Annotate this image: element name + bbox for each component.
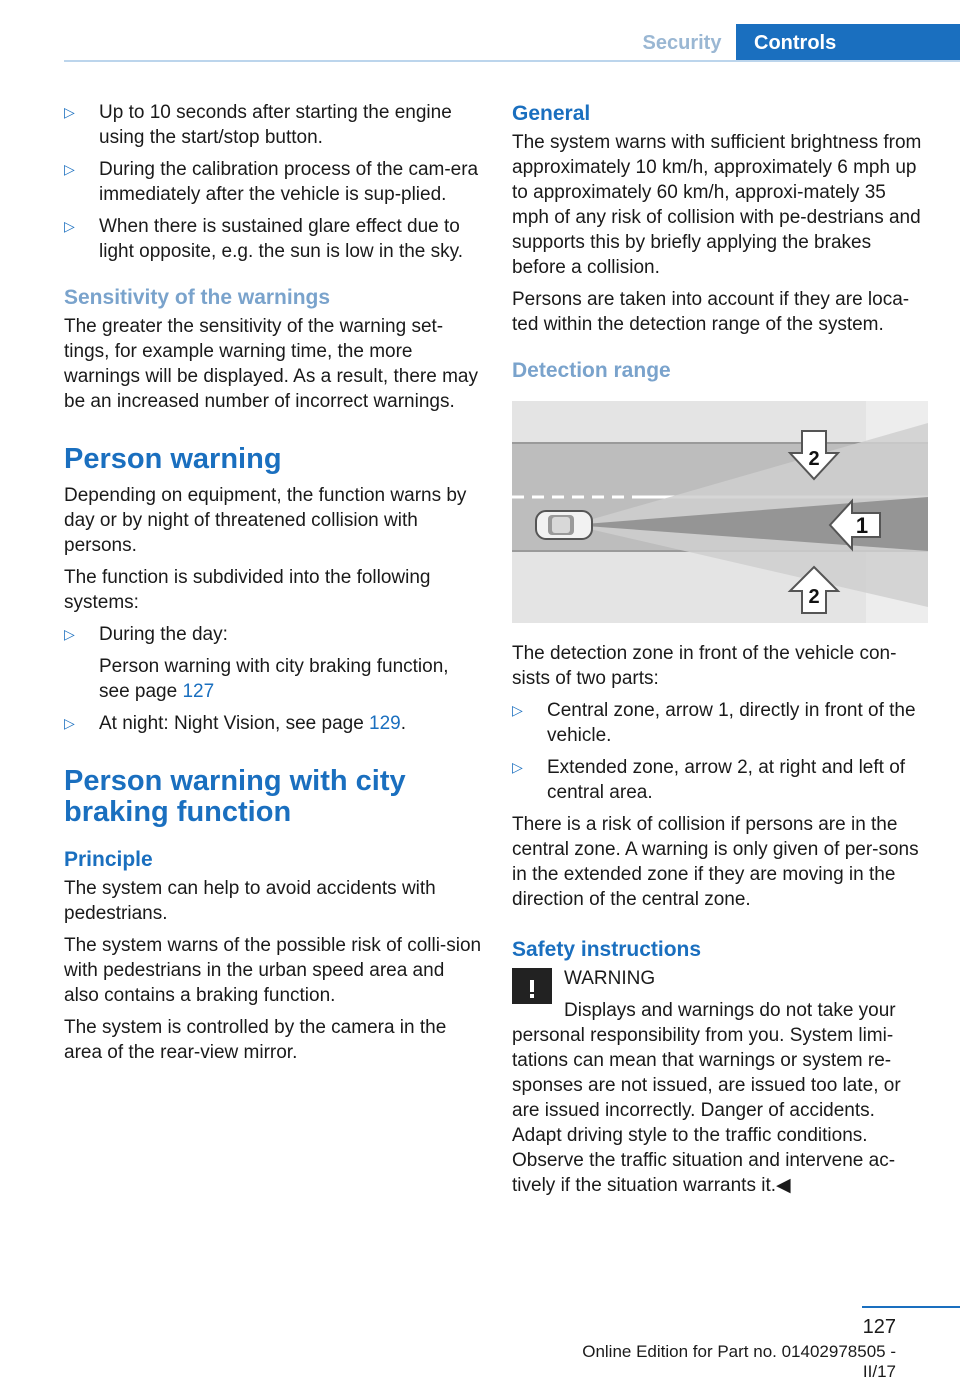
principle-paragraph: The system warns of the possible risk of colli‐sion with pedestrians in the urban speed area and also contains a braking function. (64, 935, 482, 1006)
bullet-triangle-icon: ▷ (64, 104, 75, 120)
detection-paragraph: The detection zone in front of the vehicle con‐sists of two parts: (512, 643, 897, 689)
bullet-triangle-icon: ▷ (512, 759, 523, 775)
page-link-129[interactable]: 129 (369, 713, 401, 734)
sensitivity-heading: Sensitivity of the warnings (64, 286, 331, 309)
list-item-text: Extended zone, arrow 2, at right and left of central area. (547, 757, 906, 803)
list-item-text: During the calibration process of the cam‐era immediately after the vehicle is sup‐plied. (99, 159, 479, 205)
warning-label: WARNING (564, 968, 656, 989)
day-sub-text: Person warning with city braking function, see page (99, 656, 449, 702)
tab-controls[interactable]: Controls (736, 24, 960, 62)
principle-paragraph: The system is controlled by the camera in the area of the rear-view mirror. (64, 1017, 447, 1063)
bullet-triangle-icon: ▷ (64, 218, 75, 234)
page-link-127[interactable]: 127 (182, 681, 215, 702)
edition-note: Online Edition for Part no. 01402978505 - II/17 (582, 1342, 896, 1381)
tab-security[interactable]: Security (642, 32, 722, 54)
list-item (64, 214, 482, 264)
person-warning-paragraph: The function is subdivided into the following systems: (64, 567, 431, 613)
bullet-triangle-icon: ▷ (512, 702, 523, 718)
detection-range-figure (512, 401, 928, 623)
bullet-triangle-icon: ▷ (64, 626, 75, 642)
arrow-2-top-label: 2 (808, 448, 820, 470)
detection-heading: Detection range (512, 359, 671, 382)
list-item (512, 755, 928, 805)
sensitivity-text: The greater the sensitivity of the warning set‐tings, for example warning time, the more warnings will be displayed. As a result, there may be an increased number of incorrect warnings. (64, 316, 478, 412)
bullet-triangle-icon: ▷ (64, 161, 75, 177)
car-icon (536, 511, 592, 539)
detection-range-illustration (512, 401, 928, 623)
principle-heading: Principle (64, 848, 153, 871)
left-column (64, 100, 482, 1072)
person-warning-heading: Person warning (64, 443, 282, 475)
list-item-text: Central zone, arrow 1, directly in front of the vehicle. (547, 700, 916, 746)
general-heading: General (512, 102, 591, 125)
period: . (400, 713, 407, 734)
arrow-2-bottom-label: 2 (808, 586, 820, 608)
list-item-text: When there is sustained glare effect due to light opposite, e.g. the sun is low in the sky. (99, 216, 464, 262)
warning-box (512, 966, 928, 1198)
page-number: 127 (862, 1316, 896, 1338)
arrow-1-label: 1 (855, 513, 869, 538)
page-header (0, 0, 960, 64)
right-column (512, 100, 928, 1205)
person-warning-paragraph: Depending on equipment, the function warns by day or by night of threatened collision with persons. (64, 485, 467, 556)
warning-text: Displays and warnings do not take your personal responsibility from you. System limi‐tations can mean that warnings or system re‐sponses are not issued, are issued too late, or are issued incorrectly. Danger of accidents. Adapt driving style to the traffic conditions. Observe the traffic situation and intervene ac‐tively if the situation warrants it.◀ (512, 1000, 901, 1196)
list-item-text: Up to 10 seconds after starting the engine using the start/stop button. (99, 102, 452, 148)
list-item (64, 157, 482, 207)
warning-triangle-icon (512, 968, 552, 1004)
city-braking-heading: Person warning with city braking function (64, 765, 406, 828)
list-item-text: During the day: (99, 624, 228, 645)
list-item (64, 711, 482, 736)
general-paragraph: Persons are taken into account if they are loca‐ted within the detection range of the system. (512, 289, 910, 335)
list-item-subtext (99, 654, 482, 704)
header-rule (64, 60, 960, 62)
safety-heading: Safety instructions (512, 938, 702, 961)
list-item (64, 622, 482, 704)
detection-paragraph: There is a risk of collision if persons are in the central zone. A warning is only given of per‐sons in the extended zone if they are moving in the direction of the central zone. (512, 814, 919, 910)
principle-paragraph: The system can help to avoid accidents with pedestrians. (64, 878, 436, 924)
list-item (512, 698, 928, 748)
general-paragraph: The system warns with sufficient brightness from approximately 10 km/h, approximately 6 mph up to approximately 60 km/h, approxi‐mately 35 mph of any risk of collision with pe‐destrians and supports this by briefly applying the brakes before a collision. (512, 132, 922, 278)
footer-rule (862, 1306, 960, 1308)
list-item (64, 100, 482, 150)
bullet-triangle-icon: ▷ (64, 715, 75, 731)
list-item-text: At night: Night Vision, see page (99, 713, 370, 734)
